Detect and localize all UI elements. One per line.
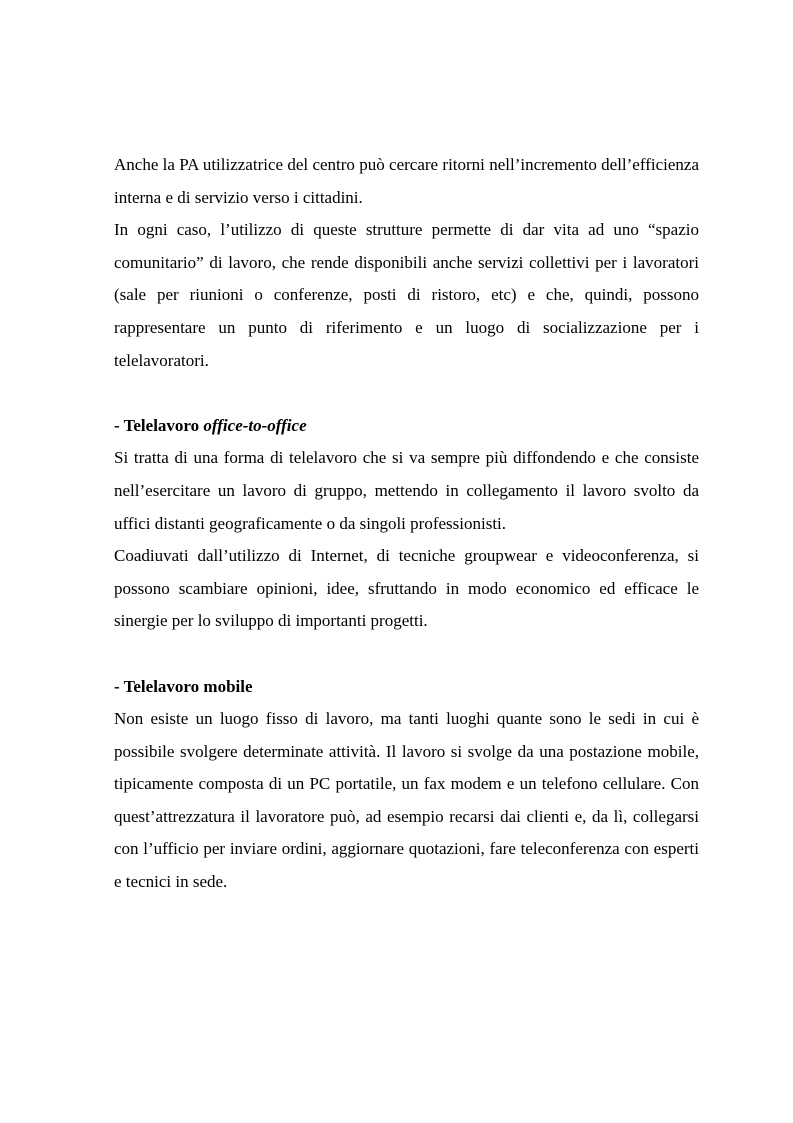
paragraph-community-space: In ogni caso, l’utilizzo di queste strutture permette di dar vita ad uno “spazio comunitario” di lavoro, che rende disponibili anche servizi collettivi per i lavoratori (sale per riunioni o conferenze, posti di ristoro, etc) e che, quindi, possono rappresentare un punto di riferimento e un luogo di socializzazione per i telelavoratori. [114, 220, 699, 370]
heading-telelavoro-mobile: - Telelavoro mobile [114, 676, 253, 696]
paragraph-mobile-description: Non esiste un luogo fisso di lavoro, ma tanti luoghi quante sono le sedi in cui è possibile svolgere determinate attività. Il lavoro si svolge da una postazione mobile, tipicamente composta di un PC portatile, un fax modem e un telefono cellulare. Con quest’attrezzatura il lavoratore può, ad esempio recarsi dai clienti e, da lì, collegarsi con l’ufficio per inviare ordini, aggiornare quotazioni, fare teleconferenza con esperti e tecnici in sede. [114, 709, 699, 892]
paragraph-office-tools: Coadiuvati dall’utilizzo di Internet, di tecniche groupwear e videoconferenza, si possono scambiare opinioni, idee, sfruttando in modo economico ed efficace le sinergie per lo sviluppo di importanti progetti. [114, 546, 699, 631]
heading-office-to-office [114, 410, 699, 443]
section-spacer [114, 377, 699, 410]
section-spacer [114, 638, 699, 671]
heading-office-prefix: - Telelavoro [114, 415, 204, 435]
heading-office-italic: office-to-office [203, 415, 307, 435]
paragraph-office-definition: Si tratta di una forma di telelavoro che si va sempre più diffondendo e che consiste nell’esercitare un lavoro di gruppo, mettendo in collegamento il lavoro svolto da uffici distanti geograficamente o da singoli professionisti. [114, 448, 699, 533]
paragraph-pa-efficiency: Anche la PA utilizzatrice del centro può cercare ritorni nell’incremento dell’efficienza interna e di servizio verso i cittadini. [114, 155, 699, 207]
document-body [114, 149, 699, 899]
